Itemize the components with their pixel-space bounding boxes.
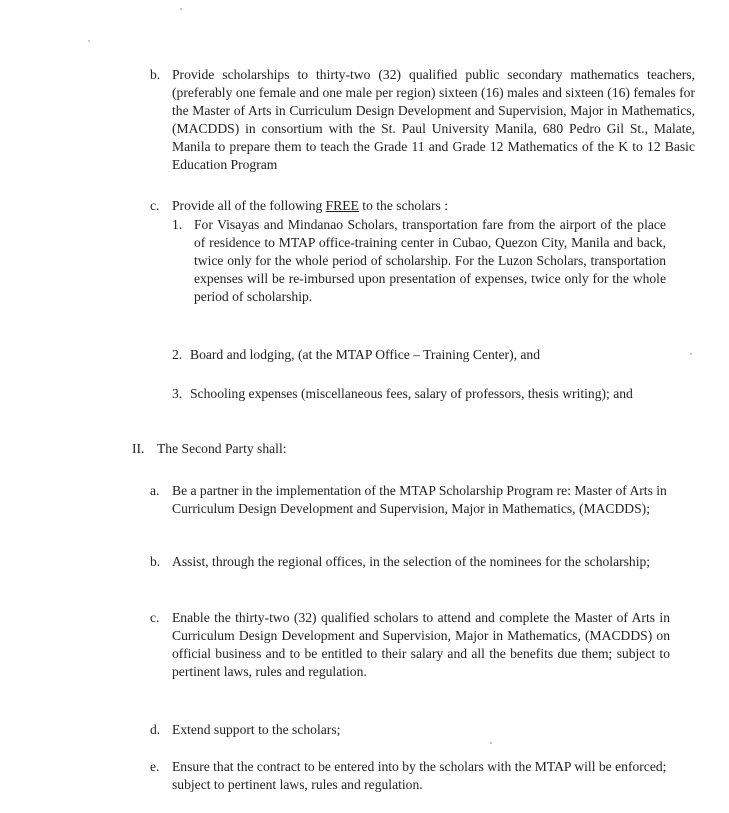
item-text: Extend support to the scholars; [172, 722, 341, 737]
scan-speck [490, 742, 492, 744]
sub-list-item-2 [172, 346, 666, 364]
item-text: Enable the thirty-two (32) qualified scholars to attend and complete the Master of Arts in Curriculum Design Development and Supervision, Major in Mathematics, (MACDDS) on official business and to be entitled to their salary and all the benefits due them; subject to pertinent laws, rules and regulation. [172, 610, 670, 679]
item-marker: 1. [172, 217, 183, 232]
item-marker: c. [150, 610, 160, 625]
section-marker: II. [132, 441, 145, 456]
item-marker: d. [150, 722, 161, 737]
item-text-after: to the scholars : [358, 198, 449, 213]
item-text: Board and lodging, (at the MTAP Office – Training Center), and [190, 347, 541, 362]
scan-speck [690, 353, 692, 355]
free-word: FREE [325, 198, 359, 213]
list-item-b [150, 553, 670, 571]
section-heading [132, 440, 532, 458]
item-marker: b. [150, 67, 161, 82]
item-marker: a. [150, 483, 160, 498]
item-text: Be a partner in the implementation of the MTAP Scholarship Program re: Master of Arts in Curriculum Design Development and Supervision, Major in Mathematics, (MACDDS); [172, 483, 667, 516]
sub-list-item-1 [172, 216, 666, 306]
item-text [172, 197, 695, 215]
list-item-c [150, 197, 695, 215]
item-marker: e. [150, 759, 160, 774]
section-title: The Second Party shall: [157, 441, 287, 456]
list-item-a [150, 482, 670, 518]
item-text-before: Provide all of the following [172, 198, 326, 213]
sub-list-item-3 [172, 385, 666, 403]
list-item-e [150, 758, 670, 794]
list-item-b [150, 66, 695, 174]
item-text: Ensure that the contract to be entered into by the scholars with the MTAP will be enforced; subject to pertinent laws, rules and regulation. [172, 759, 667, 792]
item-text: Provide scholarships to thirty-two (32) qualified public secondary mathematics teachers, (preferably one female and one male per region) sixteen (16) males and sixteen (16) females for the Master of Arts in Curriculum Design Development and Supervision, Major in Mathematics, (MACDDS) in consortium with the St. Paul University Manila, 680 Pedro Gil St., Malate, Manila to prepare them to teach the Grade 11 and Grade 12 Mathematics of the K to 12 Basic Education Program [172, 67, 695, 172]
item-text: Assist, through the regional offices, in the selection of the nominees for the scholarship; [172, 554, 651, 569]
item-marker: b. [150, 554, 161, 569]
list-item-c [150, 609, 670, 681]
scan-speck [180, 8, 182, 10]
item-text: For Visayas and Mindanao Scholars, transportation fare from the airport of the place of residence to MTAP office-training center in Cubao, Quezon City, Manila and back, twice only for the whole period of scholarship. For the Luzon Scholars, transportation expenses will be re-imbursed upon presentation of expenses, twice only for the whole period of scholarship. [194, 217, 666, 304]
item-marker: 2. [172, 347, 183, 362]
list-item-d [150, 721, 670, 739]
item-marker: 3. [172, 386, 183, 401]
item-marker: c. [150, 198, 160, 213]
scan-speck [88, 40, 90, 42]
item-text: Schooling expenses (miscellaneous fees, salary of professors, thesis writing); and [190, 386, 633, 401]
